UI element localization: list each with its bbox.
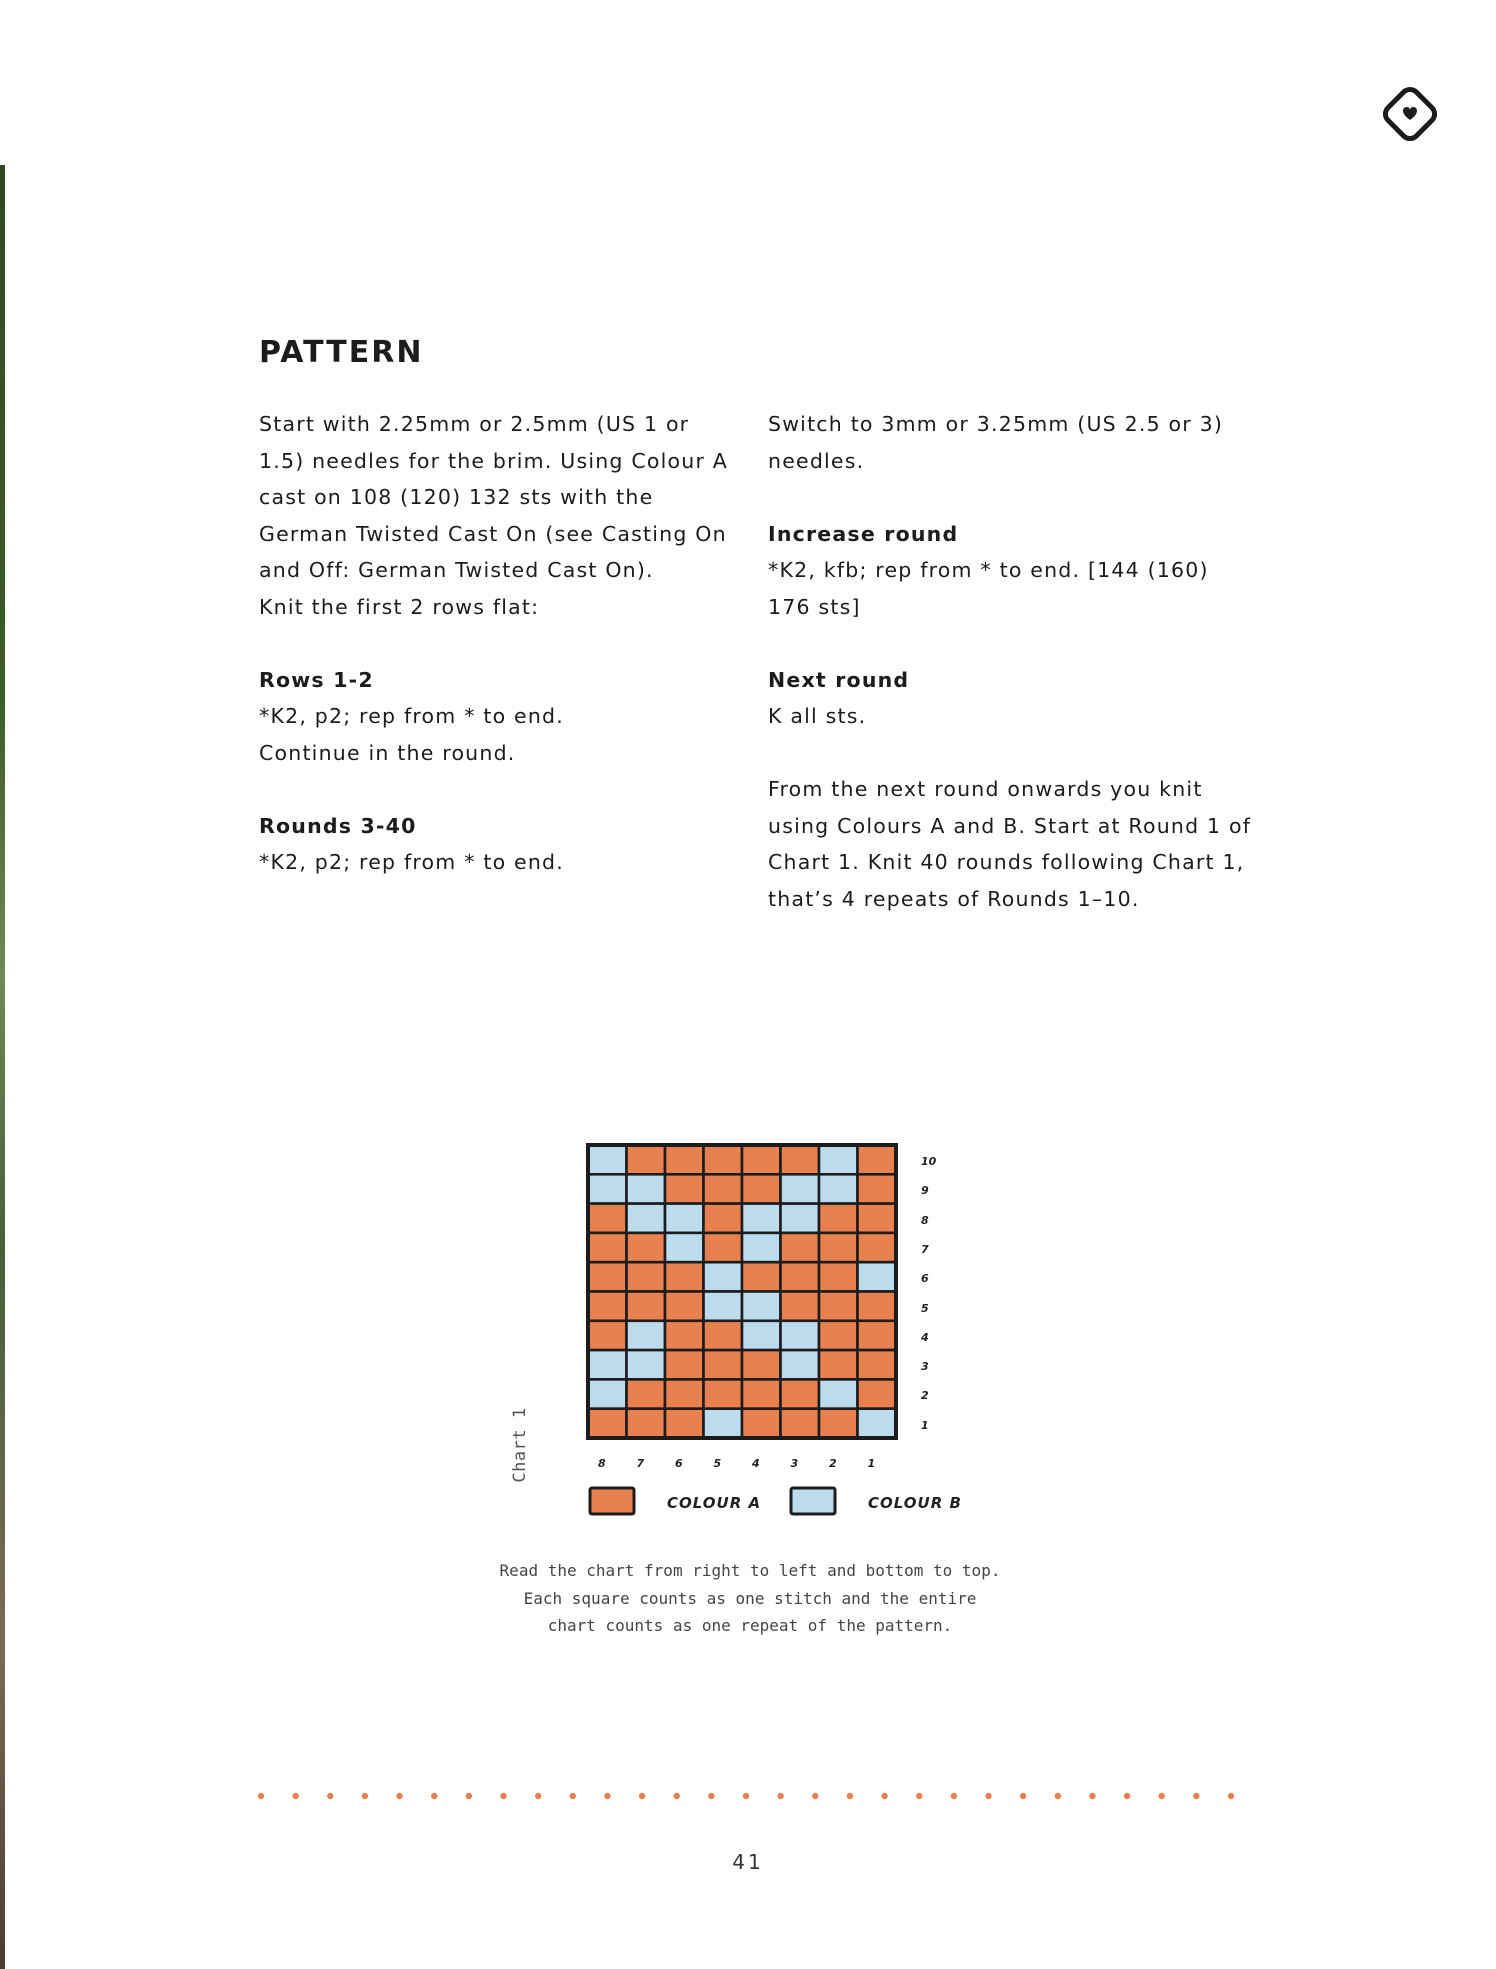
caption-line-3: chart counts as one repeat of the pattern. — [547, 1616, 953, 1635]
chart-cell-row-2-col-8 — [588, 1379, 627, 1408]
divider-dot — [362, 1793, 368, 1799]
page-number: 41 — [732, 1850, 764, 1874]
chart-cell-row-4-col-6 — [665, 1321, 704, 1350]
chart-cell-row-3-col-1 — [858, 1350, 897, 1379]
chart-column-number: 1 — [867, 1457, 876, 1470]
divider-dot — [639, 1793, 645, 1799]
rows-1-2-title: Rows 1-2 — [259, 667, 374, 692]
divider-dot — [847, 1793, 853, 1799]
chart-cell-row-2-col-4 — [742, 1379, 781, 1408]
divider-dot — [500, 1793, 506, 1799]
chart-cell-row-9-col-5 — [704, 1174, 743, 1203]
divider-dot — [916, 1793, 922, 1799]
chart-cell-row-6-col-1 — [858, 1262, 897, 1291]
chart-cell-row-4-col-2 — [819, 1321, 858, 1350]
caption-line-2: Each square counts as one stitch and the entire — [523, 1588, 977, 1608]
left-column — [259, 406, 739, 881]
caption-line-1: Read the chart from right to left and bottom to top. — [499, 1561, 1001, 1580]
chart-cell-row-2-col-1 — [858, 1379, 897, 1408]
divider-dot — [466, 1793, 472, 1799]
divider-dot — [396, 1793, 402, 1799]
chart-cell-row-8-col-6 — [665, 1204, 704, 1233]
chart-cell-row-2-col-7 — [627, 1379, 666, 1408]
divider-dot — [570, 1793, 576, 1799]
chart-cell-row-1-col-8 — [588, 1409, 627, 1438]
chart-cell-row-7-col-7 — [627, 1233, 666, 1262]
chart-column-number: 3 — [790, 1457, 799, 1470]
chart-cell-row-6-col-4 — [742, 1262, 781, 1291]
chart-cell-row-5-col-3 — [781, 1292, 820, 1321]
chart-cell-row-7-col-4 — [742, 1233, 781, 1262]
chart-cell-row-6-col-5 — [704, 1262, 743, 1291]
next-round-title: Next round — [768, 667, 910, 692]
chart-row-number: 9 — [921, 1184, 929, 1198]
chart-cell-row-3-col-5 — [704, 1350, 743, 1379]
chart-row-number: 1 — [921, 1418, 929, 1432]
divider-dot — [535, 1793, 541, 1799]
chart-cell-row-7-col-8 — [588, 1233, 627, 1262]
next-round-text: K all sts. — [768, 704, 867, 728]
chart-cell-row-5-col-6 — [665, 1292, 704, 1321]
chart-cell-row-3-col-3 — [781, 1350, 820, 1379]
chart-cell-row-9-col-7 — [627, 1174, 666, 1203]
chart-cell-row-3-col-6 — [665, 1350, 704, 1379]
chart-row-number: 10 — [921, 1155, 937, 1168]
chart-cell-row-6-col-3 — [781, 1262, 820, 1291]
chart-caption — [400, 1557, 1100, 1640]
chart-cell-row-9-col-3 — [781, 1174, 820, 1203]
chart-cell-row-7-col-2 — [819, 1233, 858, 1262]
right-column — [768, 406, 1258, 917]
chart-cell-row-10-col-3 — [781, 1145, 820, 1174]
chart-cell-row-5-col-2 — [819, 1292, 858, 1321]
page-edge-photo-strip — [0, 165, 5, 1969]
chart-cell-row-9-col-1 — [858, 1174, 897, 1203]
legend-label-colour-a: COLOUR A — [667, 1494, 762, 1512]
divider-dot — [1124, 1793, 1130, 1799]
chart-cell-row-9-col-8 — [588, 1174, 627, 1203]
rounds-3-40-line-1: *K2, p2; rep from * to end. — [259, 850, 564, 874]
chart-row-number: 2 — [921, 1389, 929, 1403]
chart-column-number: 8 — [598, 1457, 606, 1470]
chart-cell-row-8-col-4 — [742, 1204, 781, 1233]
chart-cell-row-7-col-5 — [704, 1233, 743, 1262]
divider-dot — [431, 1793, 437, 1799]
divider-dot — [708, 1793, 714, 1799]
divider-dot — [1020, 1793, 1026, 1799]
chart-cell-row-5-col-5 — [704, 1292, 743, 1321]
divider-dot — [1193, 1793, 1199, 1799]
chart-cell-row-1-col-4 — [742, 1409, 781, 1438]
chart-cell-row-7-col-3 — [781, 1233, 820, 1262]
chart-cell-row-4-col-8 — [588, 1321, 627, 1350]
chart-cell-row-6-col-2 — [819, 1262, 858, 1291]
section-heading: PATTERN — [259, 335, 424, 370]
chart-cell-row-8-col-8 — [588, 1204, 627, 1233]
chart-cell-row-4-col-1 — [858, 1321, 897, 1350]
chart-cell-row-1-col-6 — [665, 1409, 704, 1438]
chart-cell-row-9-col-4 — [742, 1174, 781, 1203]
divider-dot — [881, 1793, 887, 1799]
chart-cell-row-1-col-3 — [781, 1409, 820, 1438]
chart-cell-row-10-col-7 — [627, 1145, 666, 1174]
chart-cell-row-6-col-7 — [627, 1262, 666, 1291]
intro-paragraph-2: Knit the first 2 rows flat: — [259, 594, 540, 619]
chart-cell-row-4-col-3 — [781, 1321, 820, 1350]
chart-row-number: 5 — [921, 1301, 929, 1315]
chart-cell-row-5-col-7 — [627, 1292, 666, 1321]
chart-cell-row-6-col-6 — [665, 1262, 704, 1291]
chart-cell-row-10-col-5 — [704, 1145, 743, 1174]
chart-cell-row-5-col-8 — [588, 1292, 627, 1321]
chart-cell-row-2-col-6 — [665, 1379, 704, 1408]
heart-diamond-icon — [1376, 80, 1444, 148]
chart-cell-row-2-col-2 — [819, 1379, 858, 1408]
increase-round-title: Increase round — [768, 521, 959, 546]
chart-column-number: 5 — [713, 1457, 722, 1470]
chart-cell-row-1-col-1 — [858, 1409, 897, 1438]
chart-cell-row-7-col-1 — [858, 1233, 897, 1262]
chart-cell-row-1-col-7 — [627, 1409, 666, 1438]
chart-column-number: 4 — [752, 1457, 760, 1470]
intro-paragraph: Start with 2.25mm or 2.5mm (US 1 or 1.5) needles for the brim. Using Colour A cast on 108 (120) 132 sts with the German Twisted Cast On (see Casting On and Off: German Twisted Cast On). — [259, 412, 729, 582]
dotted-divider — [257, 1791, 1237, 1801]
chart-cell-row-1-col-2 — [819, 1409, 858, 1438]
chart-row-number: 6 — [921, 1272, 929, 1286]
divider-dot — [743, 1793, 749, 1799]
chart-1-grid — [586, 1143, 910, 1441]
chart-cell-row-8-col-7 — [627, 1204, 666, 1233]
divider-dot — [1055, 1793, 1061, 1799]
chart-cell-row-4-col-5 — [704, 1321, 743, 1350]
chart-cell-row-3-col-2 — [819, 1350, 858, 1379]
chart-cell-row-8-col-2 — [819, 1204, 858, 1233]
chart-cell-row-9-col-2 — [819, 1174, 858, 1203]
rows-1-2-line-1: *K2, p2; rep from * to end. — [259, 704, 564, 728]
needle-switch-paragraph: Switch to 3mm or 3.25mm (US 2.5 or 3) needles. — [768, 412, 1224, 473]
chart-cell-row-10-col-1 — [858, 1145, 897, 1174]
divider-dot — [812, 1793, 818, 1799]
chart-cell-row-5-col-4 — [742, 1292, 781, 1321]
chart-cell-row-10-col-4 — [742, 1145, 781, 1174]
chart-row-number: 8 — [921, 1213, 929, 1227]
chart-column-number: 6 — [675, 1457, 683, 1470]
chart-cell-row-4-col-7 — [627, 1321, 666, 1350]
divider-dot — [777, 1793, 783, 1799]
divider-dot — [674, 1793, 680, 1799]
chart-cell-row-5-col-1 — [858, 1292, 897, 1321]
chart-cell-row-6-col-8 — [588, 1262, 627, 1291]
divider-dot — [292, 1793, 298, 1799]
chart-cell-row-3-col-4 — [742, 1350, 781, 1379]
divider-dot — [985, 1793, 991, 1799]
chart-cell-row-4-col-4 — [742, 1321, 781, 1350]
chart-column-number: 2 — [829, 1457, 837, 1470]
chart-cell-row-8-col-5 — [704, 1204, 743, 1233]
chart-cell-row-2-col-3 — [781, 1379, 820, 1408]
rounds-3-40-title: Rounds 3-40 — [259, 813, 417, 838]
divider-dot — [604, 1793, 610, 1799]
divider-dot — [258, 1793, 264, 1799]
chart-cell-row-10-col-8 — [588, 1145, 627, 1174]
divider-dot — [327, 1793, 333, 1799]
chart-cell-row-8-col-3 — [781, 1204, 820, 1233]
chart-row-number: 7 — [921, 1242, 929, 1256]
divider-dot — [1159, 1793, 1165, 1799]
legend-label-colour-b: COLOUR B — [868, 1494, 962, 1512]
chart-cell-row-3-col-7 — [627, 1350, 666, 1379]
rows-1-2-line-2: Continue in the round. — [259, 740, 516, 765]
chart-cell-row-8-col-1 — [858, 1204, 897, 1233]
divider-dot — [1089, 1793, 1095, 1799]
legend-swatch-colour-b — [789, 1486, 839, 1516]
increase-round-text: *K2, kfb; rep from * to end. [144 (160) 176 sts] — [768, 558, 1209, 619]
chart-cell-row-9-col-6 — [665, 1174, 704, 1203]
legend-swatch-colour-a — [588, 1486, 638, 1516]
chart-cell-row-3-col-8 — [588, 1350, 627, 1379]
chart-cell-row-7-col-6 — [665, 1233, 704, 1262]
chart-row-number: 3 — [921, 1360, 929, 1374]
chart-cell-row-2-col-5 — [704, 1379, 743, 1408]
divider-dot — [951, 1793, 957, 1799]
chart-column-number: 7 — [636, 1457, 645, 1470]
colourwork-paragraph: From the next round onwards you knit using Colours A and B. Start at Round 1 of Chart 1. Knit 40 rounds following Chart 1, that’s 4 repeats of Rounds 1–10. — [768, 777, 1252, 911]
chart-cell-row-10-col-6 — [665, 1145, 704, 1174]
chart-cell-row-1-col-5 — [704, 1409, 743, 1438]
chart-title: Chart 1 — [510, 1407, 530, 1483]
chart-row-number: 4 — [921, 1330, 929, 1344]
divider-dot — [1228, 1793, 1234, 1799]
chart-cell-row-10-col-2 — [819, 1145, 858, 1174]
